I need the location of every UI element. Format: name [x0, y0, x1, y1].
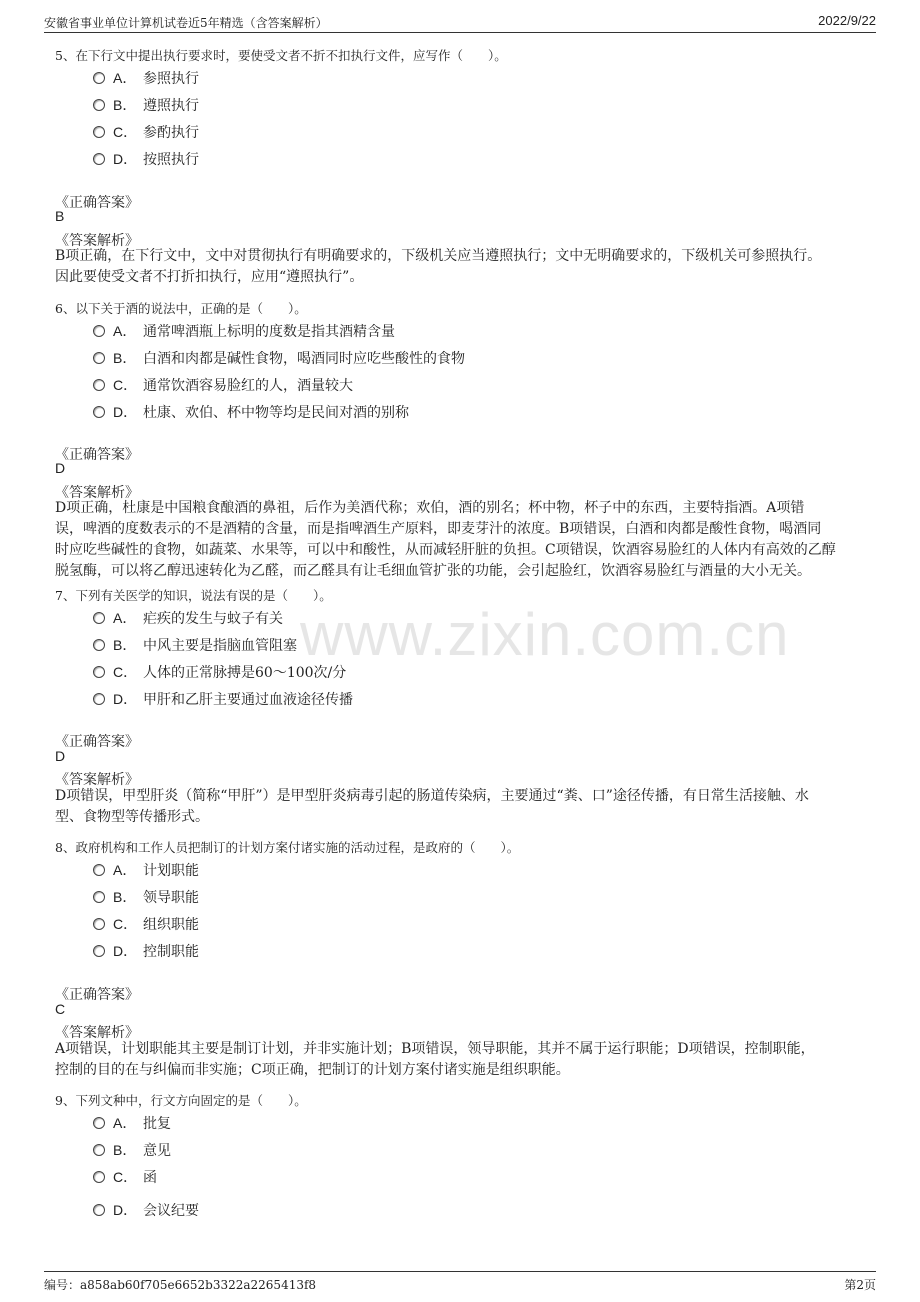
radio-button[interactable]	[93, 1171, 105, 1183]
watermark: www.zixin.com.cn	[300, 601, 790, 668]
option-row[interactable]	[93, 149, 199, 169]
option-row[interactable]	[93, 635, 297, 655]
option-text: 会议纪要	[143, 1203, 199, 1219]
option-text: 人体的正常脉搏是60～100次/分	[143, 665, 347, 681]
option-letter: A．	[113, 610, 137, 626]
radio-button[interactable]	[93, 891, 105, 903]
option-text: 遵照执行	[143, 98, 199, 114]
option-letter: A．	[113, 323, 137, 339]
analysis-line: 时应吃些碱性的食物，如蔬菜、水果等，可以中和酸性，从而减轻肝脏的负担。C项错误，饮酒容易脸红的人体内有高效的乙醇	[55, 542, 836, 558]
answer-value: D	[55, 748, 66, 764]
analysis-text	[55, 1039, 867, 1081]
analysis-line: 控制的目的在与纠偏而非实施；C项正确，把制订的计划方案付诸实施是组织职能。	[55, 1062, 570, 1078]
option-letter: D．	[113, 151, 138, 167]
answer-value: D	[55, 460, 66, 476]
option-text: 函	[143, 1170, 157, 1186]
option-row[interactable]	[93, 914, 199, 934]
radio-button[interactable]	[93, 666, 105, 678]
option-letter: B．	[113, 889, 137, 905]
option-text: 领导职能	[143, 890, 199, 906]
answer-value: C	[55, 1001, 66, 1017]
analysis-text	[55, 498, 867, 582]
option-row[interactable]	[93, 608, 283, 628]
question-stem: 6、以下关于酒的说法中，正确的是（ ）。	[55, 301, 307, 316]
radio-button[interactable]	[93, 325, 105, 337]
option-text: 杜康、欢伯、杯中物等均是民间对酒的别称	[143, 405, 409, 421]
analysis-line: 因此要使受文者不打折扣执行，应用“遵照执行”。	[55, 269, 364, 285]
radio-button[interactable]	[93, 72, 105, 84]
radio-button[interactable]	[93, 1204, 105, 1216]
option-letter: A．	[113, 862, 137, 878]
option-row[interactable]	[93, 860, 199, 880]
option-row[interactable]	[93, 1200, 199, 1220]
option-text: 疟疾的发生与蚊子有关	[143, 611, 283, 627]
option-text: 通常啤酒瓶上标明的度数是指其酒精含量	[143, 324, 395, 340]
radio-button[interactable]	[93, 406, 105, 418]
option-text: 参酌执行	[143, 125, 199, 141]
radio-button[interactable]	[93, 379, 105, 391]
option-letter: D．	[113, 1202, 138, 1218]
option-row[interactable]	[93, 122, 199, 142]
option-row[interactable]	[93, 95, 199, 115]
option-letter: C．	[113, 664, 138, 680]
option-letter: B．	[113, 637, 137, 653]
document-code: 编号：a858ab60f705e6652b3322a2265413f8	[44, 1278, 317, 1292]
option-text: 批复	[143, 1116, 171, 1132]
analysis-text	[55, 786, 867, 828]
answer-label: 《正确答案》	[55, 987, 139, 1003]
option-text: 白酒和肉都是碱性食物，喝酒同时应吃些酸性的食物	[143, 351, 465, 367]
option-text: 组织职能	[143, 917, 199, 933]
option-row[interactable]	[93, 1113, 171, 1133]
option-letter: B．	[113, 97, 137, 113]
analysis-line: D项正确，杜康是中国粮食酿酒的鼻祖，后作为美酒代称；欢伯，酒的别名；杯中物，杯子中的东西，主要特指酒。A项错	[55, 500, 805, 516]
option-text: 中风主要是指脑血管阻塞	[143, 638, 297, 654]
page-number: 第2页	[844, 1278, 876, 1292]
option-row[interactable]	[93, 321, 395, 341]
analysis-label: 《答案解析》	[55, 485, 139, 501]
option-text: 甲肝和乙肝主要通过血液途径传播	[143, 692, 353, 708]
question-stem: 5、在下行文中提出执行要求时，要使受文者不折不扣执行文件，应写作（ ）。	[55, 48, 507, 63]
radio-button[interactable]	[93, 1144, 105, 1156]
option-letter: A．	[113, 70, 137, 86]
option-row[interactable]	[93, 662, 346, 682]
radio-button[interactable]	[93, 612, 105, 624]
radio-button[interactable]	[93, 352, 105, 364]
option-row[interactable]	[93, 375, 353, 395]
question-stem: 9、下列文种中，行文方向固定的是（ ）。	[55, 1093, 307, 1108]
document-title: 安徽省事业单位计算机试卷近5年精选（含答案解析）	[44, 16, 328, 30]
document-date: 2022/9/22	[818, 13, 876, 28]
answer-label: 《正确答案》	[55, 195, 139, 211]
option-letter: D．	[113, 943, 138, 959]
option-letter: D．	[113, 404, 138, 420]
answer-label: 《正确答案》	[55, 734, 139, 750]
option-row[interactable]	[93, 68, 199, 88]
option-row[interactable]	[93, 689, 353, 709]
option-letter: C．	[113, 124, 138, 140]
analysis-line: B项正确，在下行文中，文中对贯彻执行有明确要求的，下级机关应当遵照执行；文中无明确要求的，下级机关可参照执行。	[55, 248, 822, 264]
radio-button[interactable]	[93, 918, 105, 930]
radio-button[interactable]	[93, 99, 105, 111]
page-footer	[44, 1271, 876, 1294]
analysis-label: 《答案解析》	[55, 1025, 139, 1041]
radio-button[interactable]	[93, 639, 105, 651]
option-text: 通常饮酒容易脸红的人，酒量较大	[143, 378, 353, 394]
radio-button[interactable]	[93, 1117, 105, 1129]
option-letter: C．	[113, 916, 138, 932]
answer-value: B	[55, 208, 65, 224]
radio-button[interactable]	[93, 693, 105, 705]
option-letter: C．	[113, 377, 138, 393]
option-row[interactable]	[93, 348, 465, 368]
option-text: 计划职能	[143, 863, 199, 879]
option-row[interactable]	[93, 1140, 171, 1160]
analysis-text	[55, 246, 867, 288]
analysis-line: 误，啤酒的度数表示的不是酒精的含量，而是指啤酒生产原料，即麦芽汁的浓度。B项错误，白酒和肉都是酸性食物，喝酒同	[55, 521, 822, 537]
analysis-line: 型、食物型等传播形式。	[55, 809, 209, 825]
page-header	[44, 10, 876, 33]
answer-label: 《正确答案》	[55, 447, 139, 463]
option-row[interactable]	[93, 1167, 157, 1187]
radio-button[interactable]	[93, 864, 105, 876]
question-stem: 7、下列有关医学的知识，说法有误的是（ ）。	[55, 588, 332, 603]
option-text: 意见	[143, 1143, 171, 1159]
analysis-line: D项错误，甲型肝炎（简称“甲肝”）是甲型肝炎病毒引起的肠道传染病，主要通过“粪、口”途径传播，有日常生活接触、水	[55, 788, 809, 804]
option-row[interactable]	[93, 887, 199, 907]
analysis-label: 《答案解析》	[55, 772, 139, 788]
analysis-line: 脱氢酶，可以将乙醇迅速转化为乙醛，而乙醛具有让毛细血管扩张的功能，会引起脸红，饮酒容易脸红与酒量的大小无关。	[55, 563, 811, 579]
option-text: 按照执行	[143, 152, 199, 168]
option-row[interactable]	[93, 402, 409, 422]
analysis-label: 《答案解析》	[55, 233, 139, 249]
option-letter: A．	[113, 1115, 137, 1131]
option-letter: B．	[113, 350, 137, 366]
question-stem: 8、政府机构和工作人员把制订的计划方案付诸实施的活动过程，是政府的（ ）。	[55, 840, 520, 855]
option-letter: B．	[113, 1142, 137, 1158]
option-text: 参照执行	[143, 71, 199, 87]
radio-button[interactable]	[93, 945, 105, 957]
analysis-line: A项错误，计划职能其主要是制订计划，并非实施计划；B项错误，领导职能，其并不属于运行职能；D项错误，控制职能，	[55, 1041, 815, 1057]
radio-button[interactable]	[93, 153, 105, 165]
option-letter: C．	[113, 1169, 138, 1185]
option-text: 控制职能	[143, 944, 199, 960]
radio-button[interactable]	[93, 126, 105, 138]
option-row[interactable]	[93, 941, 199, 961]
option-letter: D．	[113, 691, 138, 707]
